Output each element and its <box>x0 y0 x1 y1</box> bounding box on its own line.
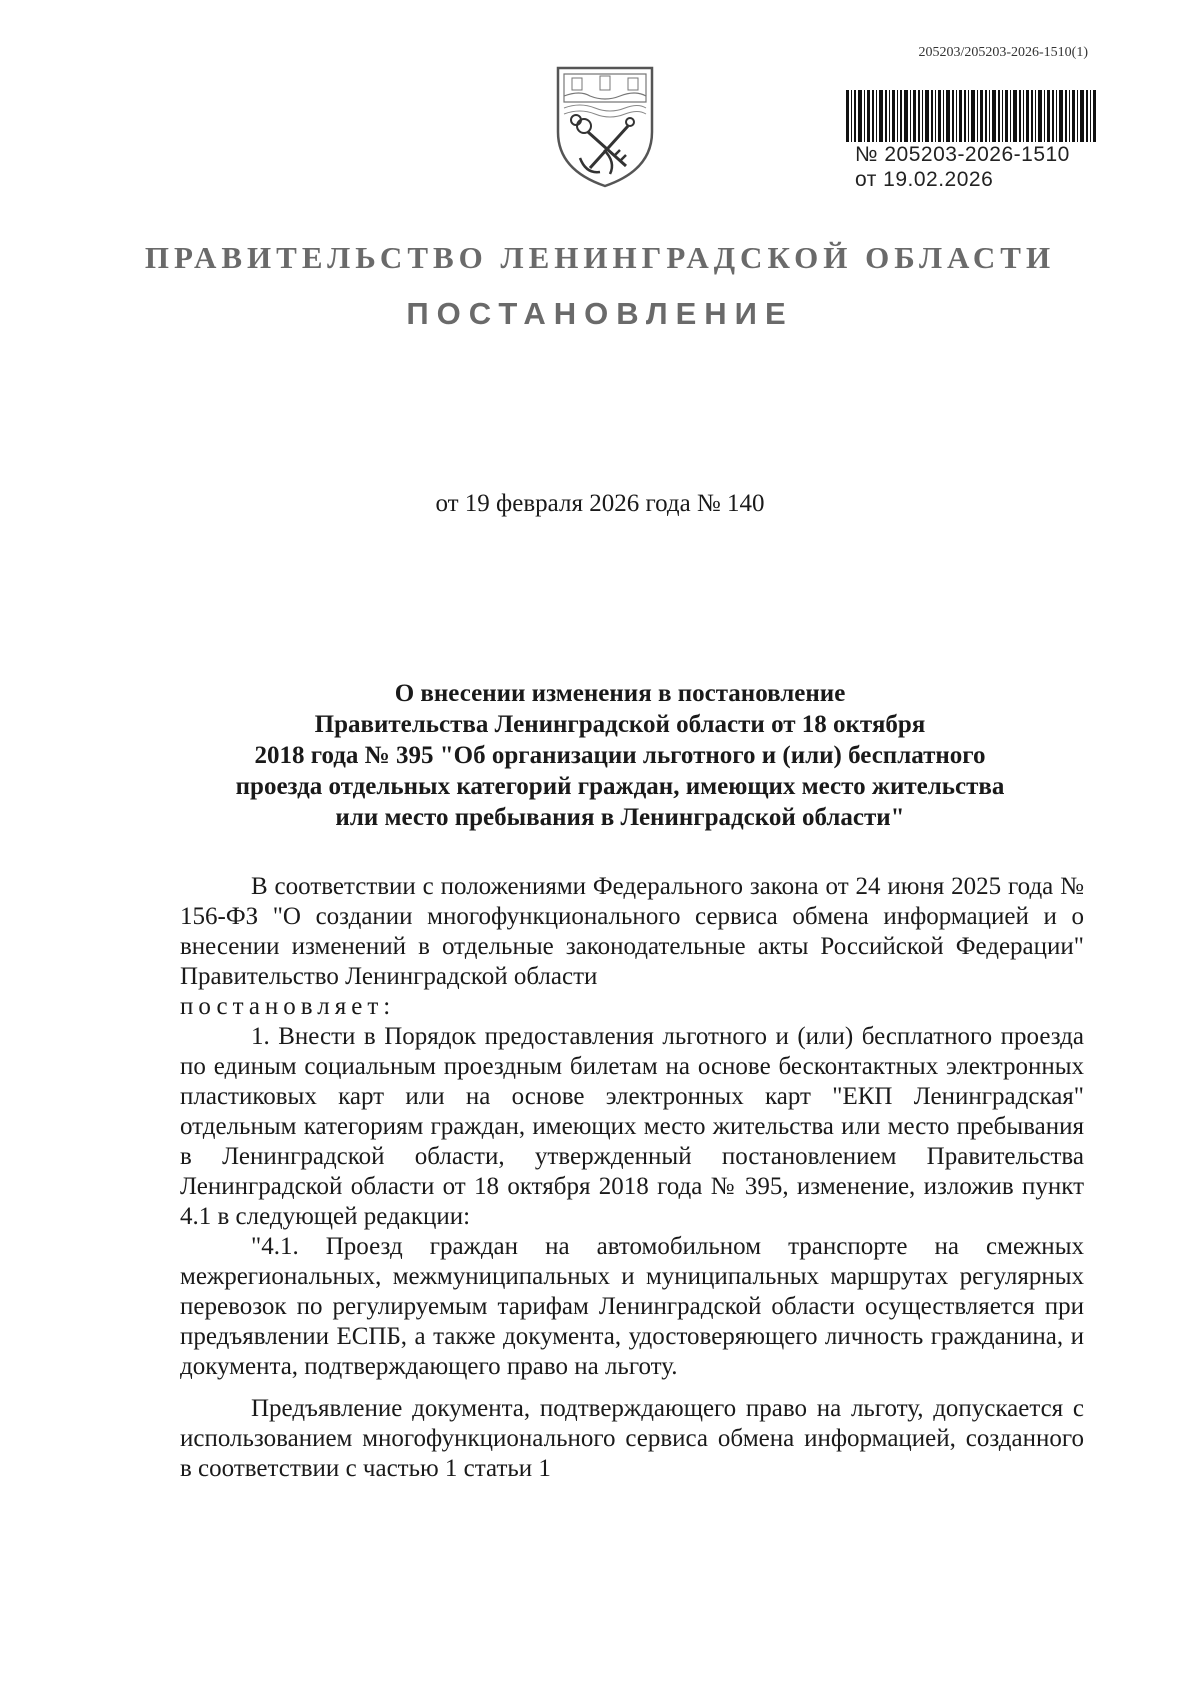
government-title: ПРАВИТЕЛЬСТВО ЛЕНИНГРАДСКОЙ ОБЛАСТИ <box>144 240 1056 275</box>
registration-date: от 19.02.2026 <box>855 168 994 191</box>
subject-line: О внесении изменения в постановление <box>394 680 846 707</box>
decree-date-number: от 19 февраля 2026 года № 140 <box>435 490 765 517</box>
subject-line: Правительства Ленинградской области от 18 октября <box>314 711 926 738</box>
preamble-paragraph: В соответствии с положениями Федерального закона от 24 июня 2025 года № 156-ФЗ "О создании многофункционального сервиса обмена информацией и о внесении изменений в отдельные законодательные акты Российской Федерации" Правительство Ленинградской области <box>180 873 1084 990</box>
barcode-icon <box>846 90 1098 142</box>
leningrad-oblast-coat-of-arms-icon <box>550 62 660 190</box>
document-id: 205203/205203-2026-1510(1) <box>918 45 1088 60</box>
quoted-paragraph-1: "4.1. Проезд граждан на автомобильном транспорте на смежных межрегиональных, межмуниципальных и муниципальных маршрутах регулярных перевозок по регулируемым тарифам Ленинградской области осуществляется при предъявлении ЕСПБ, а также документа, удостоверяющего личность гражданина, и документа, подтверждающего право на льготу. <box>180 1233 1084 1380</box>
subject-line: 2018 года № 395 "Об организации льготного и (или) бесплатного <box>254 742 986 769</box>
subject-line: проезда отдельных категорий граждан, имеющих место жительства <box>235 773 1005 800</box>
decree-title: ПОСТАНОВЛЕНИЕ <box>406 296 794 331</box>
resolves-word: постановляет: <box>180 993 396 1020</box>
registration-block <box>855 142 1070 192</box>
decree-body <box>180 872 1084 1484</box>
subject-line: или место пребывания в Ленинградской области" <box>335 804 905 831</box>
item-1-paragraph: 1. Внести в Порядок предоставления льготного и (или) бесплатного проезда по единым социальным проездным билетам на основе бесконтактных электронных пластиковых карт или на основе электронных карт "ЕКП Ленинградская" отдельным категориям граждан, имеющих место жительства или место пребывания в Ленинградской области, утвержденный постановлением Правительства Ленинградской области от 18 октября 2018 года № 395, изменение, изложив пункт 4.1 в следующей редакции: <box>180 1023 1084 1230</box>
decree-subject <box>160 678 1080 833</box>
registration-number: № 205203-2026-1510 <box>855 143 1070 166</box>
quoted-paragraph-2: Предъявление документа, подтверждающего право на льготу, допускается с использованием многофункционального сервиса обмена информацией, созданного в соответствии с частью 1 статьи 1 <box>180 1395 1084 1482</box>
